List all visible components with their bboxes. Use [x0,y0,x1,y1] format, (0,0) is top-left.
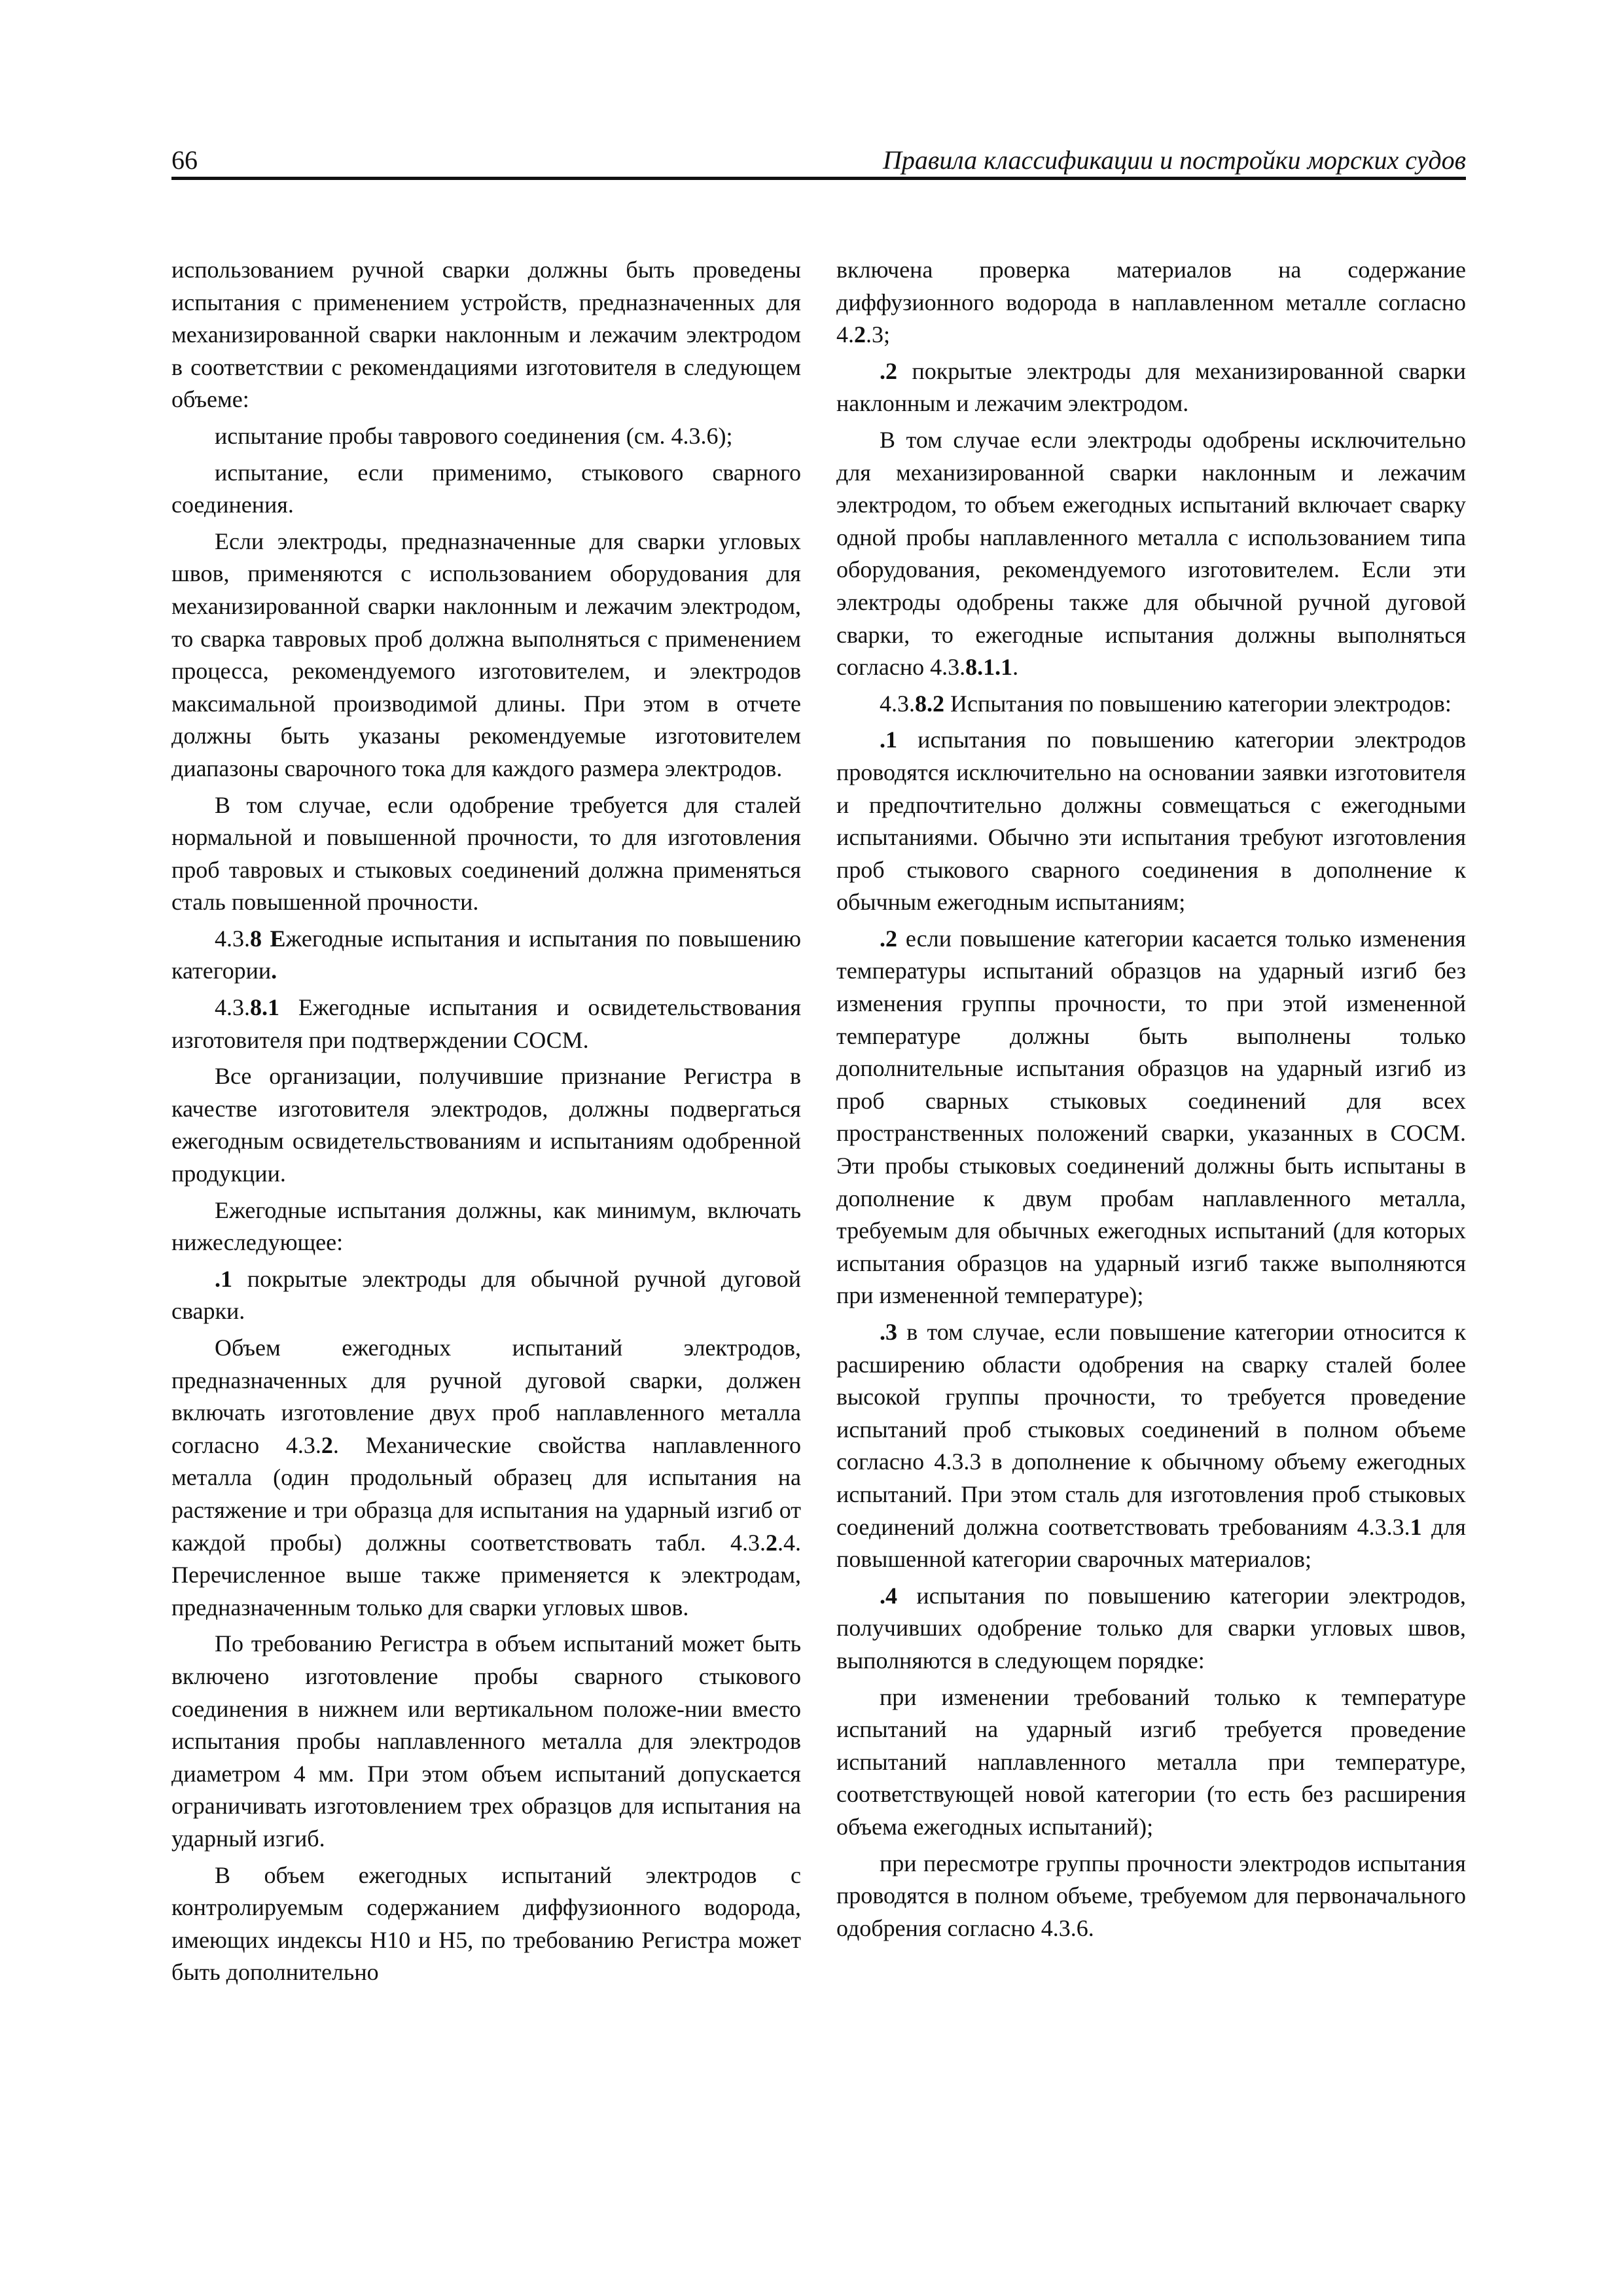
bold-digit: 2 [766,1529,777,1556]
text-run: .3; [866,321,891,348]
list-item [836,1316,1466,1576]
paragraph: использованием ручной сварки должны быть проведены испытания с применением устройств, предназначенных для механизированной сварки наклонным и лежачим электродом в соответствии с рекомендациями изготовителя в следующем объеме: [171,257,801,413]
page-number: 66 [171,145,198,175]
text-run: . Механические свойства наплавленного металла (один продольный образец для испытания на растяжение и три образца для испытания на ударный изгиб от каждой пробы) должны соответствовать табл. 4.3. [171,1431,801,1556]
paragraph [836,254,1466,351]
text-run: .4. Перечисленное выше также применяется к электродам, предназначенным только для сварки угловых швов. [171,1529,801,1621]
item-text: покрытые электроды для механизированной сварки наклонным и лежачим электродом. [836,357,1466,417]
section-title: Ежегодные испытания и освидетельствования изготовителя при подтверждении СОСМ. [171,994,801,1053]
list-item: испытание, если применимо, стыкового сварного соединения. [171,459,801,518]
item-number: .2 [880,925,897,952]
paragraph: при пересмотре группы прочности электродов испытания проводятся в полном объеме, требуемом для первоначального одобрения согласно 4.3.6. [836,1850,1466,1941]
bold-digit: 2 [321,1431,333,1458]
page-header [171,143,1466,182]
paragraph: В том случае, если одобрение требуется для сталей нормальной и повышенной прочности, то для изготовления проб тавровых и стыковых соединений должна применяться сталь повышенной прочности. [171,791,801,916]
text-run: . [1012,654,1019,681]
section-title-end: . [271,958,277,984]
section-number-bold: 8 [250,925,262,952]
bold-digit: 2 [854,321,866,348]
section-number: 4.3. [880,690,915,717]
paragraph: при изменении требований только к температуре испытаний на ударный изгиб требуется проведение испытаний наплавленного металла при температуре, соответствующей новой категории (то есть без расширения объема ежегодных испытаний); [836,1683,1466,1840]
item-text: покрытые электроды для обычной ручной дуговой сварки. [171,1265,801,1325]
paragraph: Все организации, получившие признание Регистра в качестве изготовителя электродов, должны подвергаться ежегодным освидетельствованиям и испытаниям одобренной продукции. [171,1063,801,1187]
item-number: .3 [880,1319,897,1345]
section-title: Испытания по повышению категории электродов: [944,690,1452,717]
section-heading-4-3-8-2 [836,688,1466,721]
running-title: Правила классификации и постройки морских судов [882,145,1466,175]
left-column [171,254,801,1993]
section-number-bold: 8.1 [250,994,279,1021]
item-text: испытания по повышению категории электродов, получивших одобрение только для сварки угловых швов, выполняются в следующем порядке: [836,1582,1466,1674]
section-number: 4.3. [215,994,250,1021]
item-text: для повышенной категории сварочных материалов; [836,1513,1466,1573]
section-heading-4-3-8-1 [171,992,801,1056]
section-heading-4-3-8 [171,923,801,988]
list-item [836,923,1466,1312]
item-text: если повышение категории касается только изменения температуры испытаний образцов на ударный изгиб без изменения группы прочности, то при этой измененной температуре должны быть выполнены только дополнительные испытания образцов на ударный изгиб из проб сварных стыковых соединений для всех пространственных положений сварки, указанных в СОСМ. Эти пробы стыковых соединений должны быть испытаны в дополнение к двум пробам наплавленного металла, требуемым для обычных ежегодных испытаний (для которых испытания образцов на ударный изгиб также выполняются при измененной температуре); [836,925,1466,1309]
item-number: .1 [215,1265,232,1292]
right-column [836,254,1466,1948]
text-run: В том случае если электроды одобрены исключительно для механизированной сварки наклонным и лежачим электродом, то объем ежегодных испытаний включает сварку одной пробы наплавленного металла с использованием типа оборудования, рекомендуемого изготовителем. Если эти электроды одобрены также для обычной ручной дуговой сварки, то ежегодные испытания должны выполняться согласно 4.3. [836,426,1466,681]
paragraph [171,1332,801,1624]
header-rule [171,177,1466,180]
paragraph: Ежегодные испытания должны, как минимум, включать нижеследующее: [171,1196,801,1256]
item-text: в том случае, если повышение категории относится к расширению области одобрения на сварку сталей более высокой группы прочности, то требуется проведение испытаний проб стыковых соединений в полном объеме согласно 4.3.3 в дополнение к обычному объему ежегодных испытаний. При этом сталь для изготовления проб стыковых соединений должна соответствовать требованиям 4.3.3. [836,1319,1466,1540]
paragraph: Если электроды, предназначенные для сварки угловых швов, применяются с использованием оборудования для механизированной сварки наклонным и лежачим электродом, то сварка тавровых проб должна выполняться с применением процесса, рекомендуемого изготовителем, и электродов максимальной производимой длины. При этом в отчете должны быть указаны рекомендуемые изготовителем диапазоны сварочного тока для каждого размера электродов. [171,528,801,781]
text-run: Объем ежегодных испытаний электродов, предназначенных для ручной дуговой сварки, должен включать изготовление двух проб наплавленного металла согласно 4.3. [171,1335,801,1458]
list-item [171,1263,801,1328]
list-item [836,355,1466,420]
item-number: .4 [880,1582,897,1609]
paragraph: По требованию Регистра в объем испытаний может быть включено изготовление пробы сварного стыкового соединения в нижнем или вертикальном положе-нии вместо испытания пробы наплавленного металла для электродов диаметром 4 мм. При этом объем испытаний допускается ограничивать изготовлением трех образцов для испытания на ударный изгиб. [171,1630,801,1852]
section-number-bold: 8.2 [915,690,944,717]
item-number: .1 [880,726,897,753]
list-item [836,1580,1466,1677]
section-number: 4.3. [215,925,250,952]
section-title: жегодные испытания и испытания по повышению категории [171,925,801,984]
list-item [836,724,1466,919]
bold-digit: 1 [1410,1513,1422,1540]
text-run: включена проверка материалов на содержание диффузионного водорода в наплавленном металле согласно 4. [836,257,1466,348]
section-title-initial: Е [262,925,286,952]
item-text: испытания по повышению категории электродов проводятся исключительно на основании заявки изготовителя и предпочтительно должны совмещаться с ежегодными испытаниями. Обычно эти испытания требуют изготовления проб стыкового сварного соединения в дополнение к обычным ежегодным испытаниям; [836,726,1466,916]
item-number: .2 [880,357,897,384]
paragraph [836,424,1466,684]
list-item: испытание пробы таврового соединения (см. 4.3.6); [215,422,733,449]
bold-digit: 8.1.1 [965,654,1013,681]
paragraph: В объем ежегодных испытаний электродов с контролируемым содержанием диффузионного водорода, имеющих индексы H10 и H5, по требованию Регистра может быть дополнительно [171,1861,801,1986]
